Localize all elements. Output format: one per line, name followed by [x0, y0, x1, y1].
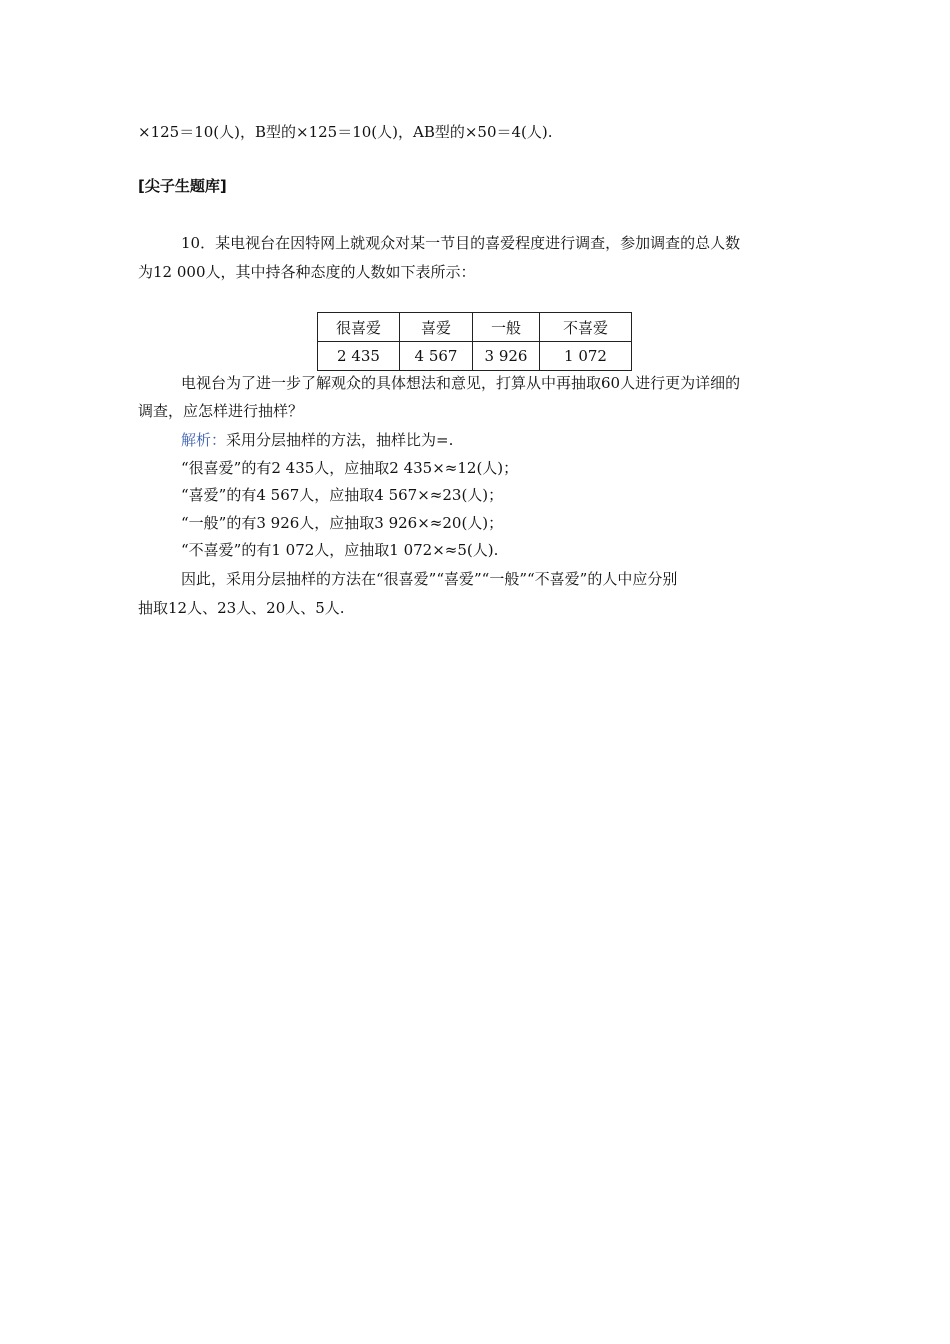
- solution-step: “喜爱”的有4 567人，应抽取4 567×≈23(人)；: [181, 486, 504, 504]
- table-header-cell: 不喜爱: [540, 313, 632, 342]
- problem-text-line-1: 10．某电视台在因特网上就观众对某一节目的喜爱程度进行调查，参加调查的总人数: [181, 234, 741, 252]
- solution-step: “一般”的有3 926人，应抽取3 926×≈20(人)；: [181, 514, 504, 532]
- previous-solution-continuation: ×125＝10(人)，B型的×125＝10(人)，AB型的×50＝4(人).: [138, 123, 553, 141]
- section-heading: [尖子生题库]: [138, 177, 227, 195]
- table-cell: 1 072: [540, 342, 632, 371]
- solution-step: “不喜爱”的有1 072人，应抽取1 072×≈5(人).: [181, 541, 499, 559]
- solution-intro-line: [181, 430, 453, 450]
- table-cell: 2 435: [318, 342, 400, 371]
- solution-conclusion-line-2: 抽取12人、23人、20人、5人.: [138, 599, 345, 617]
- solution-label: 解析：: [181, 431, 227, 449]
- table-header-cell: 很喜爱: [318, 313, 400, 342]
- table-row: [318, 342, 632, 371]
- table-cell: 3 926: [473, 342, 540, 371]
- question-text-line-1: 电视台为了进一步了解观众的具体想法和意见，打算从中再抽取60人进行更为详细的: [181, 374, 741, 392]
- solution-step: “很喜爱”的有2 435人，应抽取2 435×≈12(人)；: [181, 459, 519, 477]
- problem-text-line-2: 为12 000人，其中持各种态度的人数如下表所示：: [138, 263, 476, 281]
- table-header-cell: 一般: [473, 313, 540, 342]
- table-header-row: [318, 313, 632, 342]
- attitude-table: [317, 312, 632, 371]
- table-cell: 4 567: [400, 342, 473, 371]
- solution-intro: 采用分层抽样的方法，抽样比为=.: [226, 431, 454, 449]
- table-header-cell: 喜爱: [400, 313, 473, 342]
- question-text-line-2: 调查，应怎样进行抽样？: [138, 402, 304, 420]
- solution-conclusion-line-1: 因此，采用分层抽样的方法在“很喜爱”“喜爱”“一般”“不喜爱”的人中应分别: [181, 570, 678, 588]
